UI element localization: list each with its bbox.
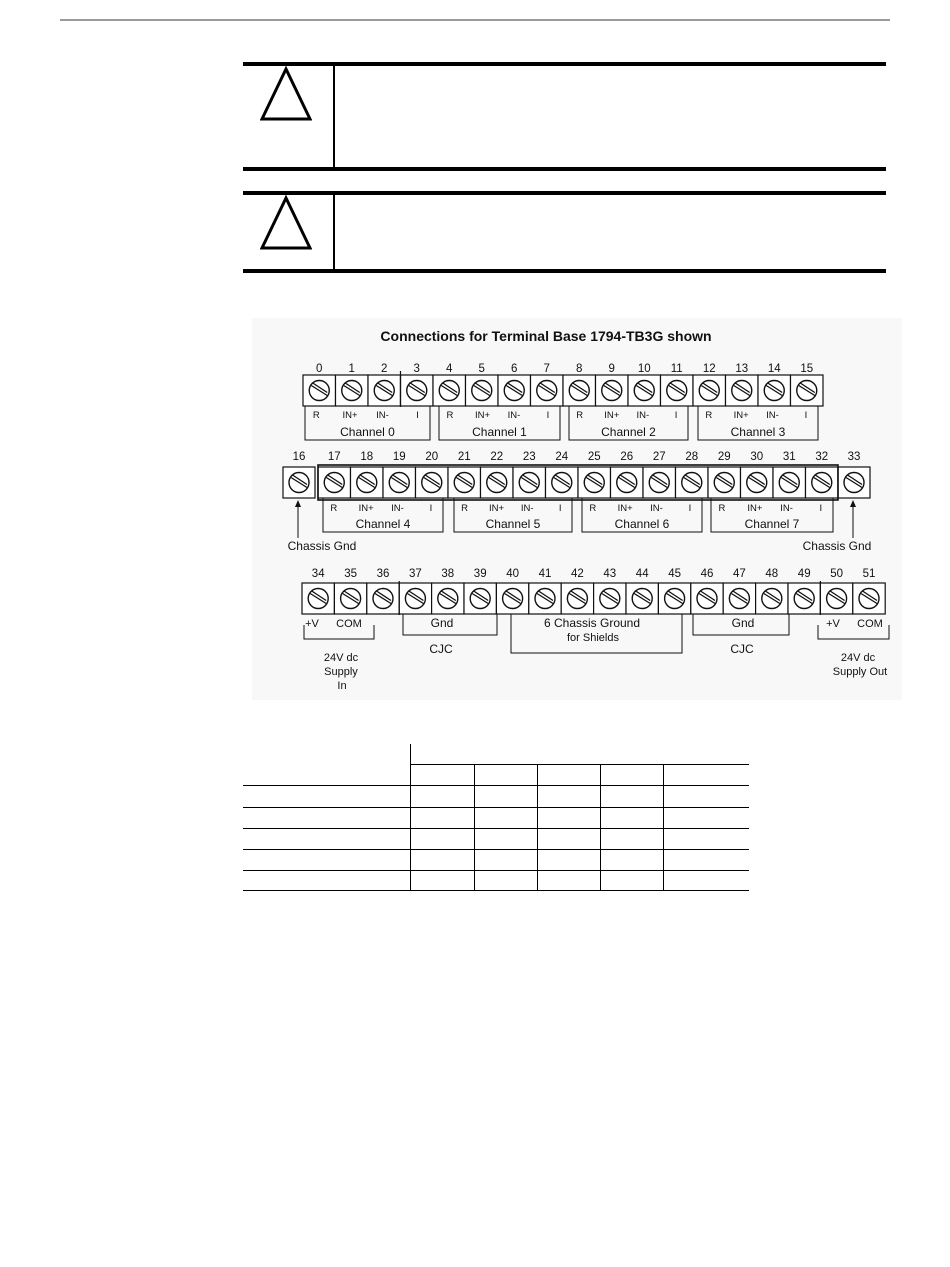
supply-in-label: 24V dc xyxy=(323,652,359,664)
supply-out-label: Supply Out xyxy=(832,666,888,678)
table-header-rule xyxy=(410,764,749,765)
terminal-number: 2 xyxy=(381,363,388,375)
terminal-number: 28 xyxy=(685,451,699,463)
terminal-number: 12 xyxy=(702,363,716,375)
channel-pin-label: I xyxy=(804,410,808,421)
channel-pin-label: R xyxy=(312,410,320,421)
terminal-number: 49 xyxy=(797,568,811,580)
channel-pin-label: I xyxy=(558,503,562,514)
vplus-in-label: +V xyxy=(305,618,319,630)
terminal-number: 0 xyxy=(316,363,323,375)
channel-pin-label: I xyxy=(674,410,678,421)
channel-pin-label: IN+ xyxy=(342,410,358,421)
terminal-number: 4 xyxy=(446,363,453,375)
channel-label: Channel 5 xyxy=(485,517,541,531)
terminal-number: 33 xyxy=(847,451,861,463)
terminal-number: 18 xyxy=(360,451,374,463)
terminal-number: 7 xyxy=(543,363,550,375)
terminal-number: 14 xyxy=(767,363,781,375)
channel-label: Channel 1 xyxy=(472,425,527,439)
terminal-number: 21 xyxy=(457,451,471,463)
channel-label: Channel 4 xyxy=(355,517,411,531)
channel-pin-label: IN- xyxy=(520,503,534,514)
terminal-number: 43 xyxy=(603,568,617,580)
terminal-number: 37 xyxy=(409,568,422,580)
table-row-rule xyxy=(243,828,749,829)
channel-pin-label: IN+ xyxy=(358,503,374,514)
supply-in-label: Supply xyxy=(324,666,358,678)
channel-pin-label: IN- xyxy=(507,410,521,421)
channel-pin-label: I xyxy=(416,410,419,421)
channel-pin-label: IN- xyxy=(391,503,404,514)
channel-pin-label: R xyxy=(705,410,713,421)
channel-pin-label: R xyxy=(718,503,726,514)
terminal-number: 36 xyxy=(376,568,390,580)
terminal-number: 13 xyxy=(735,363,749,375)
terminal-number: 45 xyxy=(668,568,681,580)
terminal-number: 41 xyxy=(538,568,552,580)
channel-pin-label: IN- xyxy=(766,410,779,421)
terminal-number: 15 xyxy=(800,363,814,375)
shields-label: 6 Chassis Ground xyxy=(543,616,641,630)
chassis-gnd-label: Chassis Gnd xyxy=(802,539,872,553)
table-col-divider xyxy=(410,744,411,891)
terminal-number: 9 xyxy=(608,363,615,375)
gnd-label: Gnd xyxy=(430,616,454,630)
terminal-number: 34 xyxy=(311,568,325,580)
terminal-number: 48 xyxy=(765,568,779,580)
channel-pin-label: IN+ xyxy=(617,503,633,514)
channel-pin-label: I xyxy=(688,503,692,514)
channel-pin-label: IN+ xyxy=(604,410,620,421)
terminal-number: 8 xyxy=(576,363,583,375)
cjc-label: CJC xyxy=(429,642,453,656)
diagram-title: Connections for Terminal Base 1794-TB3G shown xyxy=(380,328,712,344)
table-row-rule xyxy=(243,785,749,786)
vplus-out-label: +V xyxy=(826,618,840,630)
terminal-number: 6 xyxy=(511,363,518,375)
terminal-number: 32 xyxy=(815,451,829,463)
terminal-number: 42 xyxy=(571,568,584,580)
terminal-number: 1 xyxy=(348,363,355,375)
channel-pin-label: R xyxy=(461,503,469,514)
terminal-number: 19 xyxy=(392,451,406,463)
channel-pin-label: I xyxy=(819,503,823,514)
supply-in-label: In xyxy=(337,680,347,692)
terminal-number: 22 xyxy=(490,451,504,463)
terminal-number: 17 xyxy=(327,451,341,463)
table-row-rule xyxy=(243,890,749,891)
terminal-number: 23 xyxy=(522,451,536,463)
table-row-rule xyxy=(243,849,749,850)
gnd-label: Gnd xyxy=(731,616,755,630)
terminal-number: 25 xyxy=(587,451,601,463)
channel-label: Channel 7 xyxy=(744,517,800,531)
terminal-number: 10 xyxy=(637,363,651,375)
channel-pin-label: IN- xyxy=(636,410,650,421)
terminal-number: 16 xyxy=(292,451,306,463)
channel-pin-label: I xyxy=(546,410,550,421)
channel-pin-label: IN- xyxy=(650,503,663,514)
channel-pin-label: R xyxy=(576,410,584,421)
terminal-number: 5 xyxy=(478,363,485,375)
terminal-number: 38 xyxy=(441,568,455,580)
terminal-number: 11 xyxy=(670,363,683,375)
terminal-number: 46 xyxy=(700,568,714,580)
terminal-number: 50 xyxy=(830,568,843,580)
channel-pin-label: R xyxy=(589,503,597,514)
shields-label: for Shields xyxy=(567,632,619,644)
specification-table xyxy=(243,744,749,891)
terminal-number: 24 xyxy=(555,451,569,463)
table-row-rule xyxy=(243,807,749,808)
channel-pin-label: I xyxy=(429,503,433,514)
terminal-number: 26 xyxy=(620,451,634,463)
channel-label: Channel 0 xyxy=(340,425,395,439)
table-row-rule xyxy=(243,870,749,871)
terminal-number: 35 xyxy=(344,568,357,580)
channel-label: Channel 3 xyxy=(730,425,786,439)
channel-pin-label: R xyxy=(330,503,338,514)
terminal-number: 44 xyxy=(635,568,649,580)
chassis-gnd-label: Chassis Gnd xyxy=(287,539,357,553)
com-in-label: COM xyxy=(336,618,362,630)
terminal-number: 47 xyxy=(733,568,746,580)
terminal-number: 20 xyxy=(425,451,439,463)
channel-pin-label: IN+ xyxy=(475,410,491,421)
channel-label: Channel 2 xyxy=(601,425,656,439)
channel-pin-label: IN+ xyxy=(488,503,505,514)
terminal-number: 51 xyxy=(862,568,876,580)
supply-out-label: 24V dc xyxy=(840,652,876,664)
terminal-number: 27 xyxy=(652,451,666,463)
cjc-label: CJC xyxy=(730,642,754,656)
channel-pin-label: IN- xyxy=(376,410,389,421)
channel-label: Channel 6 xyxy=(614,517,670,531)
channel-pin-label: IN- xyxy=(780,503,793,514)
terminal-number: 40 xyxy=(506,568,519,580)
terminal-number: 3 xyxy=(413,363,420,375)
com-out-label: COM xyxy=(857,618,883,630)
terminal-number: 29 xyxy=(717,451,731,463)
terminal-number: 30 xyxy=(750,451,764,463)
terminal-number: 31 xyxy=(782,451,796,463)
terminal-number: 39 xyxy=(473,568,487,580)
channel-pin-label: R xyxy=(446,410,454,421)
channel-pin-label: IN+ xyxy=(747,503,763,514)
channel-pin-label: IN+ xyxy=(733,410,749,421)
